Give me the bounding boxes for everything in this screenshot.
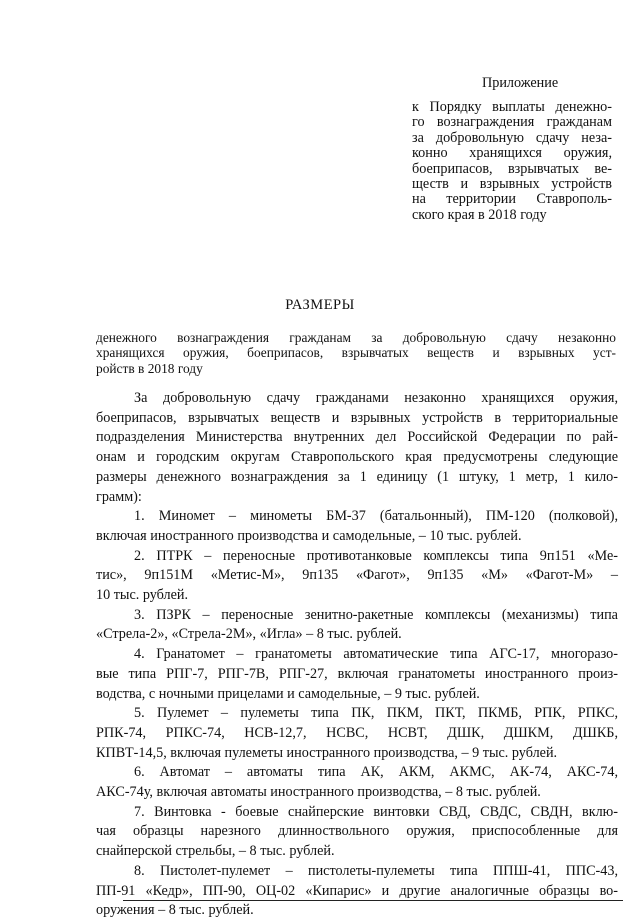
subtitle-line: денежного вознаграждения гражданам за добровольную сдачу незаконно [96, 330, 616, 345]
item-3-line: «Стрела-2», «Стрела-2М», «Игла» – 8 тыс. рублей. [96, 626, 402, 643]
item-5-line: РПК-74, РПКС-74, НСВ-12,7, НСВС, НСВТ, ДШК, ДШКМ, ДШКБ, [96, 724, 618, 741]
item-5-line: 5. Пулемет – пулеметы типа ПК, ПКМ, ПКТ, ПКМБ, РПК, РПКС, [134, 705, 618, 722]
body-line: подразделения Министерства внутренних дел Российской Федерации по рай- [96, 429, 618, 446]
appendix-line: за добровольную сдачу неза- [412, 129, 612, 146]
item-2-line: тис», 9п151М «Метис-М», 9п135 «Фагот», 9п135 «М» «Фагот-М» – [96, 567, 618, 584]
body-line: За добровольную сдачу гражданами незаконно хранящихся оружия, [134, 390, 618, 406]
footer-rule [123, 900, 623, 901]
document-heading: РАЗМЕРЫ [285, 297, 355, 313]
appendix-line: ского края в 2018 году [412, 206, 547, 223]
item-5-line: КПВТ-14,5, включая пулеметы иностранного производства, – 9 тыс. рублей. [96, 744, 558, 761]
item-6-line: 6. Автомат – автоматы типа АК, АКМ, АКМС, АК-74, АКС-74, [134, 764, 618, 781]
item-1-line: 1. Миномет – минометы БМ-37 (батальонный), ПМ-120 (полковой), [134, 508, 618, 525]
document-subtitle [96, 330, 616, 376]
item-1-line: включая иностранного производства и самодельные, – 10 тыс. рублей. [96, 527, 522, 544]
body-line: размеры денежного вознаграждения за 1 единицу (1 штуку, 1 метр, 1 кило- [96, 468, 618, 485]
item-8-line: 8. Пистолет-пулемет – пистолеты-пулеметы типа ППШ-41, ППС-43, [134, 862, 618, 879]
appendix-text [412, 100, 612, 223]
item-2-line: 10 тыс. рублей. [96, 587, 189, 604]
item-6-line: АКС-74у, включая автоматы иностранного производства, – 8 тыс. рублей. [96, 784, 541, 801]
item-3-line: 3. ПЗРК – переносные зенитно-ракетные комплексы (механизмы) типа [134, 606, 618, 623]
body-line: боеприпасов, взрывчатых веществ и взрывных устройств в территориальные [96, 409, 618, 426]
item-7-line: снайперской стрельбы, – 8 тыс. рублей. [96, 843, 335, 860]
subtitle-line: ройств в 2018 году [96, 360, 203, 376]
item-8-line: ПП-91 «Кедр», ПП-90, ОЦ-02 «Кипарис» и другие аналогичные образцы во- [96, 882, 618, 899]
item-4-line: водства, с ночными прицелами и самодельные, – 9 тыс. рублей. [96, 685, 480, 702]
body-line: онам и городским округам Ставропольского края предусмотрены следующие [96, 449, 618, 466]
item-4-line: вые типа РПГ-7, РПГ-7В, РПГ-27, включая гранатометы иностранного произ- [96, 665, 618, 682]
item-2-line: 2. ПТРК – переносные противотанковые комплексы типа 9п151 «Ме- [134, 547, 618, 564]
appendix-line: конно хранящихся оружия, [412, 145, 612, 162]
subtitle-line: хранящихся оружия, боеприпасов, взрывчатых веществ и взрывных уст- [96, 345, 616, 361]
item-8-line: оружения – 8 тыс. рублей. [96, 902, 254, 919]
document-body [96, 389, 618, 921]
appendix-line: боеприпасов, взрывчатых ве- [412, 160, 612, 177]
appendix-title: Приложение [482, 75, 559, 91]
body-line: грамм): [96, 488, 142, 505]
item-4-line: 4. Гранатомет – гранатометы автоматические типа АГС-17, многоразо- [134, 646, 618, 663]
item-7-line: чая образцы нарезного длинноствольного оружия, приспособленные для [96, 823, 618, 840]
appendix-line: на территории Ставрополь- [412, 191, 612, 208]
item-7-line: 7. Винтовка - боевые снайперские винтовки СВД, СВДС, СВДН, вклю- [134, 803, 618, 820]
appendix-line: го вознаграждения гражданам [412, 114, 612, 131]
appendix-line: ществ и взрывных устройств [412, 176, 612, 193]
appendix-line: к Порядку выплаты денежно- [412, 99, 612, 115]
